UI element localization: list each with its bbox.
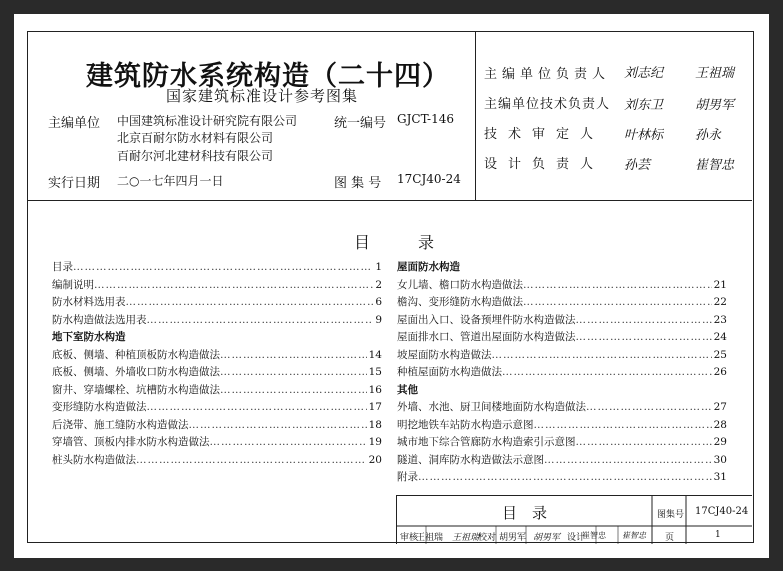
toc-leader-dots — [147, 399, 367, 417]
toc-entry-page: 27 — [713, 401, 727, 413]
check-label: 校对 — [478, 533, 497, 543]
toc-entry-page: 19 — [368, 436, 382, 448]
toc-entry-page: 18 — [368, 418, 382, 431]
toc-leader-dots — [502, 364, 712, 382]
toc-entry-page: 29 — [713, 436, 727, 448]
toc-entry-title: 檐沟、变形缝防水构造做法 — [397, 296, 523, 308]
signature: 孙永 — [695, 128, 722, 143]
date-value: 二○一七年四月一日 — [117, 174, 224, 188]
signature: 崔智忠 — [695, 158, 735, 173]
toc-entry — [397, 294, 727, 312]
toc-entry-title: 窗井、穿墙螺栓、坑槽防水构造做法 — [52, 383, 220, 396]
role-chief-unit: 主编单位负责人 — [484, 67, 611, 82]
toc-leader-dots — [210, 434, 367, 452]
toc-leader-dots — [576, 434, 712, 452]
toc-entry-title: 屋面出入口、设备预埋件防水构造做法 — [397, 313, 576, 326]
toc-section-label: 其他 — [397, 383, 418, 396]
toc-leader-dots — [418, 469, 712, 487]
toc-entry — [397, 277, 727, 295]
toc-entry-page: 28 — [713, 418, 727, 431]
toc-entry-title: 桩头防水构造做法 — [52, 453, 136, 466]
toc-entry — [52, 294, 382, 312]
chief-unit-1: 中国建筑标准设计研究院有限公司 — [117, 114, 298, 128]
toc-leader-dots — [544, 452, 712, 470]
toc-leader-dots — [492, 347, 712, 365]
toc-entry-title: 编制说明 — [52, 278, 94, 291]
toc-entry-title: 附录 — [397, 471, 418, 483]
design-label: 设计 — [567, 533, 586, 543]
toc-entry-title: 防水材料选用表 — [52, 296, 126, 308]
toc-entry — [397, 312, 727, 330]
toc-leader-dots — [523, 294, 712, 312]
toc-entry-title: 屋面排水口、管道出屋面防水构造做法 — [397, 331, 576, 343]
role-design-lead: 设计负责人 — [484, 157, 605, 172]
title-block-name: 目 录 — [502, 504, 548, 522]
toc-leader-dots — [220, 364, 367, 382]
toc-entry — [52, 382, 382, 400]
toc-section-heading — [397, 259, 727, 277]
date-label: 实行日期 — [48, 176, 101, 191]
toc-entry-page: 30 — [713, 453, 727, 466]
toc-entry-page: 6 — [375, 296, 382, 308]
toc-entry — [52, 312, 382, 330]
toc-entry-title: 底板、侧墙、种植顶板防水构造做法 — [52, 348, 220, 361]
toc-leader-dots — [576, 312, 712, 330]
atlas-number-label: 图 集 号 — [334, 176, 382, 191]
toc-leader-dots — [586, 399, 712, 417]
review-label: 审核 — [400, 533, 419, 543]
toc-entry — [397, 329, 727, 347]
toc-entry-page: 16 — [368, 383, 382, 396]
review-name: 王祖瑞 — [416, 533, 444, 543]
toc-entry-title: 隧道、洞库防水构造做法示意图 — [397, 453, 544, 466]
toc-entry-title: 目录 — [52, 261, 73, 273]
signature: 王祖瑞 — [695, 66, 735, 81]
code-value: GJCT-146 — [397, 112, 454, 126]
toc-leader-dots — [136, 452, 367, 470]
toc-right-column — [397, 259, 727, 487]
toc-leader-dots — [534, 417, 712, 435]
toc-left-column — [52, 259, 382, 469]
toc-entry-page: 24 — [713, 331, 727, 343]
toc-leader-dots — [126, 294, 374, 312]
toc-leader-dots — [189, 417, 367, 435]
toc-entry-page: 1 — [375, 261, 382, 273]
toc-entry — [397, 452, 727, 470]
toc-entry — [397, 399, 727, 417]
toc-entry — [52, 277, 382, 295]
toc-leader-dots — [147, 312, 374, 330]
toc-entry — [397, 364, 727, 382]
toc-title: 目 录 — [354, 233, 435, 252]
toc-section-heading — [52, 329, 382, 347]
signature: 刘东卫 — [624, 98, 664, 113]
toc-entry-title: 女儿墙、檐口防水构造做法 — [397, 278, 523, 291]
toc-entry — [397, 347, 727, 365]
toc-leader-dots — [220, 347, 367, 365]
signature: 胡男军 — [533, 533, 561, 543]
title-block-atlas-label: 图集号 — [657, 510, 685, 520]
toc-entry-title: 变形缝防水构造做法 — [52, 401, 147, 413]
toc-leader-dots — [220, 382, 367, 400]
signature: 孙芸 — [624, 158, 651, 173]
chief-unit-label: 主编单位 — [48, 116, 101, 131]
toc-leader-dots — [73, 259, 373, 277]
toc-entry-title: 城市地下综合管廊防水构造索引示意图 — [397, 436, 576, 448]
toc-section-label: 屋面防水构造 — [397, 261, 460, 273]
drawing-frame — [27, 31, 754, 543]
toc-leader-dots — [523, 277, 712, 295]
toc-entry-page: 9 — [375, 313, 382, 326]
toc-entry-page: 17 — [368, 401, 382, 413]
chief-unit-3: 百耐尔河北建材科技有限公司 — [117, 149, 274, 163]
toc-entry-page: 26 — [713, 366, 727, 378]
toc-entry-title: 外墙、水池、厨卫间楼地面防水构造做法 — [397, 401, 586, 413]
role-technical-chief: 主编单位技术负责人 — [484, 97, 611, 112]
toc-section-label: 地下室防水构造 — [52, 331, 126, 343]
toc-entry-title: 穿墙管、顶板内排水防水构造做法 — [52, 436, 210, 448]
toc-entry-page: 25 — [713, 348, 727, 361]
atlas-subtitle: 国家建筑标准设计参考图集 — [166, 87, 359, 105]
atlas-number-value: 17CJ40-24 — [397, 172, 461, 186]
page-label: 页 — [665, 533, 675, 543]
design-name: 崔智忠 — [582, 531, 606, 540]
toc-entry-title: 后浇带、施工缝防水构造做法 — [52, 418, 189, 431]
code-label: 统一编号 — [334, 116, 387, 131]
toc-entry-title: 坡屋面防水构造做法 — [397, 348, 492, 361]
atlas-title: 建筑防水系统构造（二十四） — [86, 61, 450, 92]
toc-entry-page: 21 — [713, 278, 727, 291]
toc-entry — [397, 469, 727, 487]
toc-entry-title: 底板、侧墙、外墙收口防水构造做法 — [52, 366, 220, 378]
page-value: 1 — [715, 530, 721, 540]
toc-entry — [52, 347, 382, 365]
toc-entry-title: 种植屋面防水构造做法 — [397, 366, 502, 378]
toc-entry-page: 31 — [713, 471, 727, 483]
toc-entry — [397, 417, 727, 435]
toc-entry — [52, 399, 382, 417]
toc-entry — [52, 259, 382, 277]
toc-leader-dots — [94, 277, 373, 295]
toc-entry-title: 防水构造做法选用表 — [52, 313, 147, 326]
toc-entry — [52, 417, 382, 435]
toc-entry-page: 2 — [375, 278, 382, 291]
signature: 崔智忠 — [622, 531, 646, 540]
toc-section-heading — [397, 382, 727, 400]
toc-entry-page: 22 — [713, 296, 727, 308]
title-block — [396, 495, 752, 544]
header-divider — [475, 32, 476, 200]
signature: 胡男军 — [695, 98, 735, 113]
toc-entry-page: 14 — [368, 348, 382, 361]
toc-leader-dots — [576, 329, 712, 347]
chief-unit-2: 北京百耐尔防水材料有限公司 — [117, 131, 274, 145]
toc-entry-page: 20 — [368, 453, 382, 466]
toc-entry-page: 15 — [368, 366, 382, 378]
toc-entry — [397, 434, 727, 452]
signature: 叶林标 — [624, 128, 664, 143]
header-block — [28, 32, 752, 201]
title-block-atlas-value: 17CJ40-24 — [695, 506, 749, 517]
check-name: 胡男军 — [499, 533, 527, 543]
toc-entry — [52, 452, 382, 470]
toc-entry-page: 23 — [713, 313, 727, 326]
signature: 刘志纪 — [624, 66, 664, 81]
toc-entry-title: 明挖地铁车站防水构造示意图 — [397, 418, 534, 431]
toc-entry — [52, 434, 382, 452]
signature: 王祖瑞 — [452, 533, 480, 543]
toc-entry — [52, 364, 382, 382]
role-technical-reviewer: 技术审定人 — [484, 127, 605, 142]
